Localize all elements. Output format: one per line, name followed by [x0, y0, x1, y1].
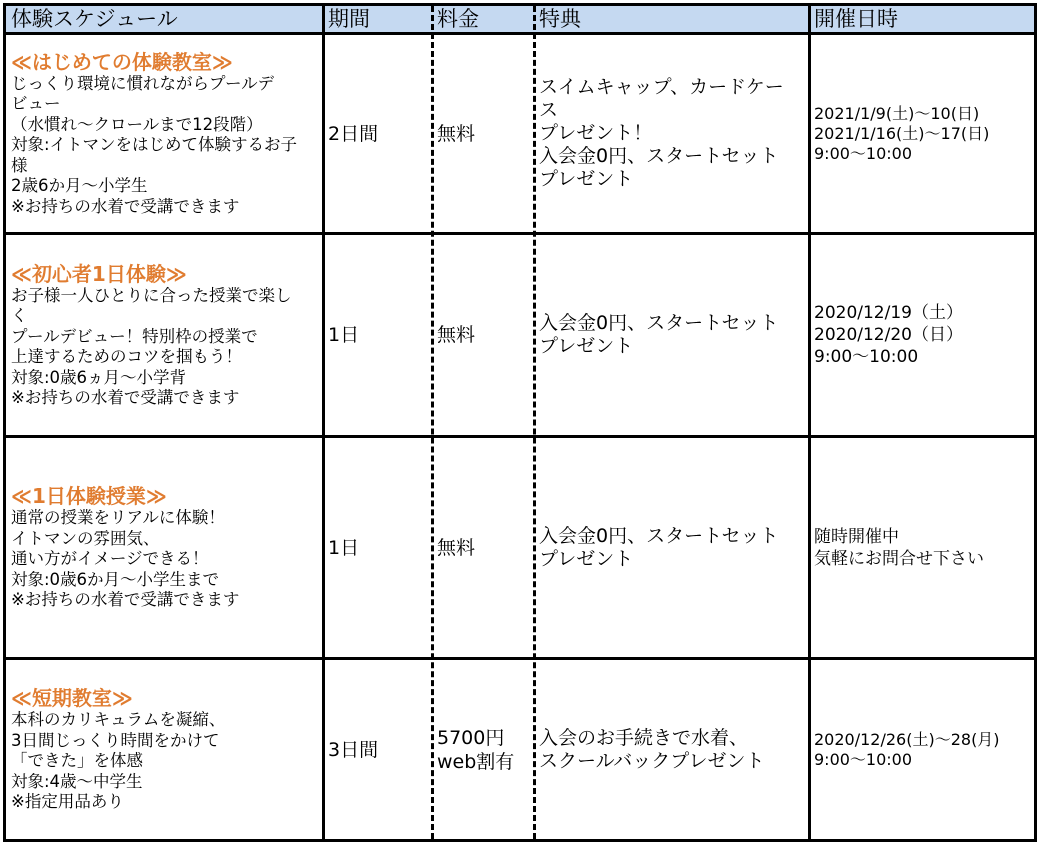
desc-line: ※指定用品あり [11, 792, 124, 812]
date-line: 2020/12/19（土） [814, 303, 963, 323]
benefit-line: 入会金0円、スタートセット [539, 524, 779, 547]
desc-line: く [11, 306, 28, 325]
benefit-line: 入会金0円、スタートセット [539, 145, 779, 167]
course-cell [6, 438, 323, 657]
benefit-text [539, 76, 805, 191]
column-divider [808, 6, 811, 839]
fee-value: 5700円 [437, 726, 505, 749]
course-description [11, 710, 319, 813]
period-value: 3日間 [328, 738, 379, 761]
dates-cell [809, 35, 1034, 232]
course-title: ≪初心者1日体験≫ [11, 261, 187, 286]
desc-line: ※お持ちの水着で受講できます [11, 196, 240, 216]
benefit-line: プレゼント [539, 547, 634, 570]
desc-line: 様 [11, 155, 28, 175]
dates-text [814, 526, 1030, 570]
course-title: ≪1日体験授業≫ [11, 484, 167, 509]
course-description [11, 74, 319, 218]
benefit-line: スイムキャップ、カードケー [539, 76, 784, 98]
date-line: 9:00～10:00 [814, 143, 913, 163]
benefit-text [539, 727, 805, 773]
table-row [6, 35, 1034, 235]
fee-cell [432, 660, 534, 839]
fee-cell [432, 235, 534, 435]
fee-value: 無料 [437, 324, 476, 346]
desc-line: イトマンの雰囲気、 [11, 528, 160, 548]
benefit-cell [534, 35, 809, 232]
period-value: 2日間 [328, 122, 379, 145]
desc-line: 対象:イトマンをはじめて体験するお子 [11, 135, 298, 155]
dates-cell [809, 235, 1034, 435]
benefit-cell [534, 660, 809, 839]
desc-line: ※お持ちの水着で受講できます [11, 590, 240, 610]
desc-line: ※お持ちの水着で受講できます [11, 388, 240, 407]
fee-cell [432, 438, 534, 657]
desc-line: 対象:0歳6ヵ月～小学背 [11, 367, 187, 387]
benefit-line: ス [539, 99, 559, 121]
column-divider [533, 6, 536, 839]
header-fee: 料金 [437, 7, 479, 31]
dates-text [814, 104, 1030, 164]
period-cell [323, 235, 432, 435]
benefit-text [539, 525, 805, 571]
dates-text [814, 730, 1030, 770]
table-row [6, 235, 1034, 438]
benefit-line: プレゼント [539, 168, 634, 190]
date-line: 2020/12/26(土)～28(月) [814, 729, 1000, 749]
period-cell [323, 660, 432, 839]
table-header-row [6, 6, 1034, 35]
desc-line: じっくり環境に慣れながらプールデ [11, 73, 275, 93]
desc-line: 通い方がイメージできる！ [11, 549, 209, 569]
course-description [11, 508, 319, 611]
desc-line: お子様一人ひとりに合った授業で楽し [11, 285, 292, 305]
date-line: 9:00～10:00 [814, 347, 919, 367]
course-title: ≪短期教室≫ [11, 686, 133, 711]
benefit-cell [534, 438, 809, 657]
benefit-line: スクールバックプレゼント [539, 749, 765, 772]
desc-line: 本科のカリキュラムを凝縮、 [11, 710, 226, 730]
schedule-table [3, 3, 1037, 842]
benefit-text [539, 312, 805, 358]
desc-line: 3日間じっくり時間をかけて [11, 730, 220, 750]
period-value: 1日 [328, 536, 360, 559]
desc-line: プールデビュー！特別枠の授業で [11, 326, 258, 346]
desc-line: ビュー [11, 94, 61, 114]
date-line: 2021/1/9(土)～10(日) [814, 103, 980, 123]
date-line: 気軽にお問合せ下さい [814, 548, 984, 569]
desc-line: 対象:0歳6か月～小学生まで [11, 569, 220, 589]
course-description [11, 286, 319, 409]
course-cell [6, 35, 323, 232]
date-line: 9:00～10:00 [814, 749, 913, 769]
dates-cell [809, 660, 1034, 839]
benefit-cell [534, 235, 809, 435]
table-row [6, 438, 1034, 660]
benefit-line: 入会金0円、スタートセット [539, 312, 779, 334]
header-schedule: 体験スケジュール [11, 7, 178, 31]
desc-line: 「できた」を体感 [11, 751, 143, 771]
date-line: 2020/12/20（日） [814, 325, 963, 345]
desc-line: 対象:4歳～中学生 [11, 771, 143, 791]
desc-line: （水慣れ～クロールまで12段階） [11, 114, 263, 134]
course-cell [6, 235, 323, 435]
period-value: 1日 [328, 324, 360, 346]
desc-line: 上達するためのコツを掴もう！ [11, 347, 242, 366]
column-divider [431, 6, 434, 839]
fee-cell [432, 35, 534, 232]
period-cell [323, 35, 432, 232]
course-cell [6, 660, 323, 839]
course-title: ≪はじめての体験教室≫ [11, 49, 233, 74]
period-cell [323, 438, 432, 657]
date-line: 2021/1/16(土)～17(日) [814, 123, 990, 143]
benefit-line: プレゼント！ [539, 122, 653, 144]
fee-note: web割有 [437, 750, 515, 773]
benefit-line: 入会のお手続きで水着、 [539, 726, 749, 749]
header-benefit: 特典 [539, 7, 581, 31]
table-row [6, 660, 1034, 839]
date-line: 随時開催中 [814, 526, 899, 547]
fee-value: 無料 [437, 122, 476, 145]
column-divider [322, 6, 325, 839]
header-dates: 開催日時 [814, 7, 898, 31]
desc-line: 2歳6か月～小学生 [11, 176, 148, 196]
fee-value: 無料 [437, 536, 476, 559]
dates-cell [809, 438, 1034, 657]
desc-line: 通常の授業をリアルに体験！ [11, 508, 225, 528]
dates-text [814, 302, 1030, 368]
header-period: 期間 [328, 7, 370, 31]
benefit-line: プレゼント [539, 335, 634, 357]
